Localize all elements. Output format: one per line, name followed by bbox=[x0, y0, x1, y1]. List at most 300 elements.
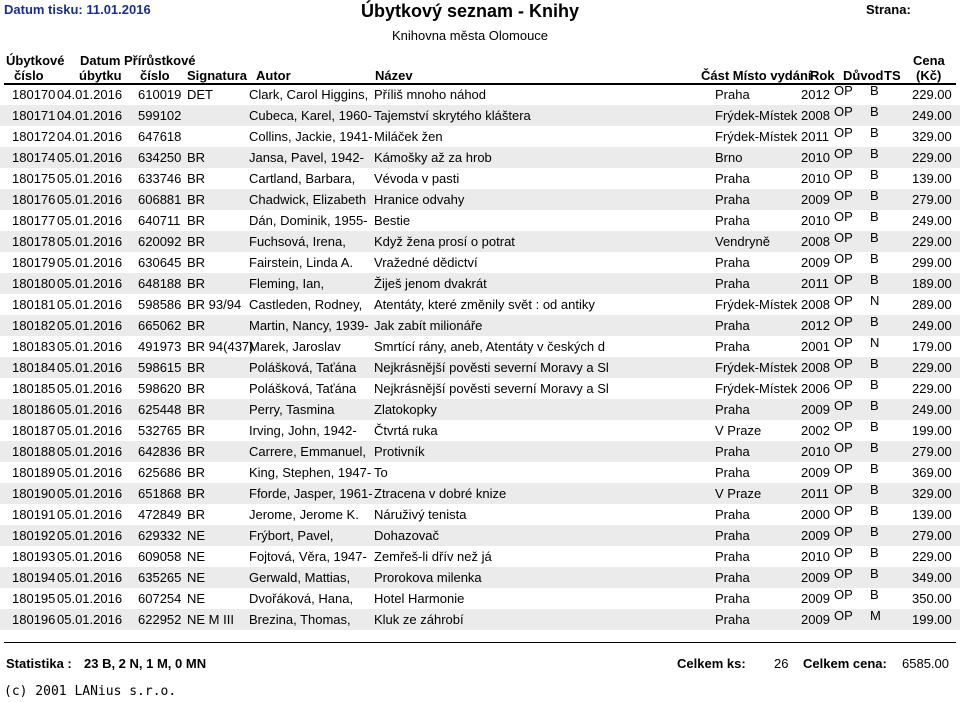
cell-signatura: BR bbox=[187, 486, 206, 501]
cell-nazev: Příliš mnoho náhod bbox=[374, 87, 487, 102]
cell-duvod: OP bbox=[834, 356, 853, 371]
table-row bbox=[0, 420, 960, 441]
cell-ts: B bbox=[870, 167, 879, 182]
cell-prirustkove-cislo: 610019 bbox=[138, 87, 182, 102]
cell-signatura: BR bbox=[187, 423, 206, 438]
cell-nazev: Nejkrásnější pověsti severní Moravy a Sl bbox=[374, 381, 609, 396]
cell-nazev: Atentáty, které změnily svět : od antiky bbox=[374, 297, 595, 312]
cell-signatura: NE M III bbox=[187, 612, 234, 627]
cell-ts: B bbox=[870, 272, 879, 287]
cell-misto-vydani: Praha bbox=[715, 570, 750, 585]
cell-nazev: Vražedné dědictví bbox=[374, 255, 478, 270]
cell-misto-vydani: Praha bbox=[715, 318, 750, 333]
cell-autor: Dán, Dominik, 1955- bbox=[249, 213, 368, 228]
col-header-prirustkove-2: číslo bbox=[140, 68, 170, 83]
cell-autor: Polášková, Taťána bbox=[249, 381, 357, 396]
cell-duvod: OP bbox=[834, 440, 853, 455]
cell-ubytkove-cislo: 180193 bbox=[12, 549, 56, 564]
cell-autor: Irving, John, 1942- bbox=[249, 423, 357, 438]
table-row bbox=[0, 105, 960, 126]
cell-ts: B bbox=[870, 146, 879, 161]
cell-nazev: Náruživý tenista bbox=[374, 507, 467, 522]
col-header-cast-misto: Část Místo vydání bbox=[701, 68, 812, 83]
cell-rok: 2010 bbox=[801, 444, 830, 459]
cell-cena: 349.00 bbox=[912, 570, 952, 585]
cell-ts: B bbox=[870, 314, 879, 329]
cell-ts: B bbox=[870, 440, 879, 455]
cell-datum-ubytku: 05.01.2016 bbox=[57, 360, 123, 375]
copyright: (c) 2001 LANius s.r.o. bbox=[4, 684, 177, 699]
cell-signatura: BR bbox=[187, 402, 206, 417]
table-row bbox=[0, 252, 960, 273]
cell-cena: 229.00 bbox=[912, 234, 952, 249]
cell-cena: 229.00 bbox=[912, 549, 952, 564]
cell-autor: Castleden, Rodney, bbox=[249, 297, 363, 312]
cell-ts: B bbox=[870, 230, 879, 245]
cell-ts: B bbox=[870, 503, 879, 518]
cell-nazev: Žiješ jenom dvakrát bbox=[374, 276, 487, 291]
table-row bbox=[0, 378, 960, 399]
total-count: 26 bbox=[774, 656, 789, 671]
cell-signatura: BR 94(437) bbox=[187, 339, 254, 354]
cell-ubytkove-cislo: 180179 bbox=[12, 255, 56, 270]
cell-rok: 2001 bbox=[801, 339, 830, 354]
cell-datum-ubytku: 05.01.2016 bbox=[57, 528, 123, 543]
cell-signatura: NE bbox=[187, 591, 206, 606]
cell-autor: Carrere, Emmanuel, bbox=[249, 444, 367, 459]
cell-rok: 2009 bbox=[801, 591, 830, 606]
cell-rok: 2008 bbox=[801, 360, 830, 375]
cell-prirustkove-cislo: 532765 bbox=[138, 423, 182, 438]
cell-cena: 299.00 bbox=[912, 255, 952, 270]
cell-autor: Jerome, Jerome K. bbox=[249, 507, 359, 522]
cell-nazev: To bbox=[374, 465, 388, 480]
cell-datum-ubytku: 05.01.2016 bbox=[57, 549, 123, 564]
cell-prirustkove-cislo: 651868 bbox=[138, 486, 182, 501]
col-header-prirustkove: Přírůstkové bbox=[124, 53, 196, 68]
cell-cena: 350.00 bbox=[912, 591, 952, 606]
cell-ts: B bbox=[870, 545, 879, 560]
cell-ts: B bbox=[870, 125, 879, 140]
col-header-nazev: Název bbox=[375, 68, 413, 83]
cell-ubytkove-cislo: 180172 bbox=[12, 129, 56, 144]
cell-duvod: OP bbox=[834, 566, 853, 581]
cell-nazev: Zlatokopky bbox=[374, 402, 437, 417]
cell-datum-ubytku: 05.01.2016 bbox=[57, 591, 123, 606]
cell-duvod: OP bbox=[834, 503, 853, 518]
cell-signatura: BR bbox=[187, 276, 206, 291]
cell-datum-ubytku: 05.01.2016 bbox=[57, 255, 123, 270]
cell-signatura: BR bbox=[187, 507, 206, 522]
cell-datum-ubytku: 04.01.2016 bbox=[57, 108, 123, 123]
cell-misto-vydani: Praha bbox=[715, 213, 750, 228]
cell-duvod: OP bbox=[834, 293, 853, 308]
cell-ts: B bbox=[870, 524, 879, 539]
cell-datum-ubytku: 05.01.2016 bbox=[57, 171, 123, 186]
table-row bbox=[0, 357, 960, 378]
cell-misto-vydani: Praha bbox=[715, 255, 750, 270]
cell-misto-vydani: Praha bbox=[715, 465, 750, 480]
cell-duvod: OP bbox=[834, 461, 853, 476]
cell-datum-ubytku: 05.01.2016 bbox=[57, 234, 123, 249]
cell-ts: B bbox=[870, 377, 879, 392]
cell-ts: B bbox=[870, 188, 879, 203]
cell-datum-ubytku: 05.01.2016 bbox=[57, 213, 123, 228]
cell-signatura: NE bbox=[187, 528, 206, 543]
table-row bbox=[0, 231, 960, 252]
cell-ubytkove-cislo: 180171 bbox=[12, 108, 56, 123]
cell-nazev: Tajemství skrytého kláštera bbox=[374, 108, 531, 123]
cell-nazev: Hotel Harmonie bbox=[374, 591, 465, 606]
cell-misto-vydani: Praha bbox=[715, 276, 750, 291]
cell-ubytkove-cislo: 180186 bbox=[12, 402, 56, 417]
cell-prirustkove-cislo: 606881 bbox=[138, 192, 182, 207]
cell-ubytkove-cislo: 180176 bbox=[12, 192, 56, 207]
cell-rok: 2008 bbox=[801, 108, 830, 123]
cell-datum-ubytku: 05.01.2016 bbox=[57, 297, 123, 312]
cell-prirustkove-cislo: 622952 bbox=[138, 612, 182, 627]
cell-ts: B bbox=[870, 419, 879, 434]
cell-ts: N bbox=[870, 293, 880, 308]
table-row bbox=[0, 483, 960, 504]
cell-prirustkove-cislo: 648188 bbox=[138, 276, 182, 291]
cell-autor: Brezina, Thomas, bbox=[249, 612, 351, 627]
cell-cena: 139.00 bbox=[912, 171, 952, 186]
cell-cena: 369.00 bbox=[912, 465, 952, 480]
cell-prirustkove-cislo: 629332 bbox=[138, 528, 182, 543]
cell-rok: 2010 bbox=[801, 150, 830, 165]
cell-cena: 289.00 bbox=[912, 297, 952, 312]
cell-prirustkove-cislo: 599102 bbox=[138, 108, 182, 123]
cell-ubytkove-cislo: 180190 bbox=[12, 486, 56, 501]
cell-ubytkove-cislo: 180184 bbox=[12, 360, 56, 375]
cell-autor: Fforde, Jasper, 1961- bbox=[249, 486, 373, 501]
cell-duvod: OP bbox=[834, 335, 853, 350]
cell-misto-vydani: Praha bbox=[715, 528, 750, 543]
cell-rok: 2006 bbox=[801, 381, 830, 396]
cell-rok: 2009 bbox=[801, 402, 830, 417]
cell-ubytkove-cislo: 180181 bbox=[12, 297, 56, 312]
col-header-rok: Rok bbox=[810, 68, 835, 83]
cell-ubytkove-cislo: 180175 bbox=[12, 171, 56, 186]
cell-datum-ubytku: 05.01.2016 bbox=[57, 612, 123, 627]
col-header-datum-2: úbytku bbox=[79, 68, 122, 83]
cell-prirustkove-cislo: 642836 bbox=[138, 444, 182, 459]
table-row bbox=[0, 210, 960, 231]
cell-autor: Fuchsová, Irena, bbox=[249, 234, 346, 249]
table-row bbox=[0, 168, 960, 189]
cell-datum-ubytku: 05.01.2016 bbox=[57, 570, 123, 585]
cell-cena: 279.00 bbox=[912, 192, 952, 207]
cell-misto-vydani: V Praze bbox=[715, 423, 762, 438]
table-row bbox=[0, 294, 960, 315]
cell-nazev: Smrtící rány, aneb, Atentáty v českých d bbox=[374, 339, 605, 354]
table-row bbox=[0, 273, 960, 294]
cell-prirustkove-cislo: 640711 bbox=[138, 213, 181, 228]
cell-duvod: OP bbox=[834, 482, 853, 497]
cell-ts: B bbox=[870, 356, 879, 371]
table-row bbox=[0, 315, 960, 336]
cell-ubytkove-cislo: 180182 bbox=[12, 318, 56, 333]
cell-autor: Marek, Jaroslav bbox=[249, 339, 341, 354]
cell-rok: 2009 bbox=[801, 612, 830, 627]
cell-misto-vydani: Vendryně bbox=[715, 234, 770, 249]
cell-misto-vydani: Frýdek-Místek bbox=[715, 360, 798, 375]
cell-rok: 2009 bbox=[801, 465, 830, 480]
cell-prirustkove-cislo: 665062 bbox=[138, 318, 182, 333]
cell-cena: 249.00 bbox=[912, 318, 952, 333]
cell-rok: 2008 bbox=[801, 234, 830, 249]
cell-ubytkove-cislo: 180191 bbox=[12, 507, 56, 522]
cell-duvod: OP bbox=[834, 167, 853, 182]
cell-ubytkove-cislo: 180192 bbox=[12, 528, 56, 543]
cell-ubytkove-cislo: 180178 bbox=[12, 234, 56, 249]
cell-ts: B bbox=[870, 482, 879, 497]
cell-autor: Chadwick, Elizabeth bbox=[249, 192, 367, 207]
cell-signatura: NE bbox=[187, 549, 206, 564]
cell-autor: Gerwald, Mattias, bbox=[249, 570, 351, 585]
cell-misto-vydani: Praha bbox=[715, 171, 750, 186]
cell-datum-ubytku: 05.01.2016 bbox=[57, 465, 123, 480]
cell-ubytkove-cislo: 180187 bbox=[12, 423, 56, 438]
cell-rok: 2011 bbox=[801, 276, 829, 291]
cell-cena: 229.00 bbox=[912, 87, 952, 102]
table-row bbox=[0, 567, 960, 588]
cell-prirustkove-cislo: 620092 bbox=[138, 234, 182, 249]
cell-cena: 139.00 bbox=[912, 507, 952, 522]
cell-nazev: Dohazovač bbox=[374, 528, 440, 543]
cell-rok: 2012 bbox=[801, 318, 830, 333]
table-row bbox=[0, 462, 960, 483]
cell-ubytkove-cislo: 180189 bbox=[12, 465, 56, 480]
table-row bbox=[0, 441, 960, 462]
stats-label: Statistika : bbox=[6, 656, 72, 671]
page-label: Strana: bbox=[866, 2, 911, 17]
table-row bbox=[0, 189, 960, 210]
cell-signatura: BR bbox=[187, 234, 206, 249]
col-header-signatura: Signatura bbox=[187, 68, 247, 83]
cell-rok: 2009 bbox=[801, 192, 830, 207]
cell-ubytkove-cislo: 180185 bbox=[12, 381, 56, 396]
cell-datum-ubytku: 05.01.2016 bbox=[57, 318, 123, 333]
cell-autor: Cubeca, Karel, 1960- bbox=[249, 108, 372, 123]
library-name: Knihovna města Olomouce bbox=[391, 28, 549, 43]
cell-cena: 229.00 bbox=[912, 381, 952, 396]
cell-prirustkove-cislo: 598586 bbox=[138, 297, 182, 312]
table-row bbox=[0, 525, 960, 546]
cell-rok: 2000 bbox=[801, 507, 830, 522]
report-title: Úbytkový seznam - Knihy bbox=[360, 1, 580, 21]
cell-cena: 179.00 bbox=[912, 339, 952, 354]
cell-cena: 189.00 bbox=[912, 276, 952, 291]
col-header-cena: Cena bbox=[913, 53, 945, 68]
cell-prirustkove-cislo: 634250 bbox=[138, 150, 182, 165]
cell-autor: Frýbort, Pavel, bbox=[249, 528, 334, 543]
cell-misto-vydani: V Praze bbox=[715, 486, 762, 501]
cell-ts: B bbox=[870, 398, 879, 413]
cell-prirustkove-cislo: 633746 bbox=[138, 171, 182, 186]
cell-nazev: Nejkrásnější pověsti severní Moravy a Sl bbox=[374, 360, 609, 375]
cell-signatura: BR bbox=[187, 465, 206, 480]
cell-nazev: Prorokova milenka bbox=[374, 570, 482, 585]
cell-ubytkove-cislo: 180196 bbox=[12, 612, 56, 627]
cell-ubytkove-cislo: 180170 bbox=[12, 87, 56, 102]
cell-signatura: DET bbox=[187, 87, 213, 102]
cell-signatura: BR bbox=[187, 150, 206, 165]
cell-datum-ubytku: 05.01.2016 bbox=[57, 381, 123, 396]
table-row bbox=[0, 399, 960, 420]
cell-cena: 249.00 bbox=[912, 402, 952, 417]
cell-duvod: OP bbox=[834, 377, 853, 392]
cell-datum-ubytku: 04.01.2016 bbox=[57, 87, 123, 102]
cell-signatura: BR bbox=[187, 255, 206, 270]
cell-nazev: Hranice odvahy bbox=[374, 192, 465, 207]
cell-rok: 2009 bbox=[801, 570, 830, 585]
cell-datum-ubytku: 05.01.2016 bbox=[57, 150, 123, 165]
cell-duvod: OP bbox=[834, 545, 853, 560]
cell-rok: 2008 bbox=[801, 297, 830, 312]
cell-ubytkove-cislo: 180194 bbox=[12, 570, 56, 585]
print-date: Datum tisku: 11.01.2016 bbox=[4, 2, 151, 17]
cell-nazev: Protivník bbox=[374, 444, 425, 459]
cell-nazev: Bestie bbox=[374, 213, 411, 228]
cell-misto-vydani: Frýdek-Místek bbox=[715, 297, 798, 312]
cell-cena: 279.00 bbox=[912, 528, 952, 543]
cell-cena: 329.00 bbox=[912, 486, 952, 501]
cell-nazev: Jak zabít milionáře bbox=[374, 318, 483, 333]
table-row bbox=[0, 126, 960, 147]
cell-autor: Fojtová, Věra, 1947- bbox=[249, 549, 367, 564]
cell-autor: Clark, Carol Higgins, bbox=[249, 87, 369, 102]
cell-prirustkove-cislo: 472849 bbox=[138, 507, 182, 522]
cell-rok: 2011 bbox=[801, 486, 829, 501]
cell-autor: Martin, Nancy, 1939- bbox=[249, 318, 369, 333]
cell-misto-vydani: Praha bbox=[715, 591, 750, 606]
cell-misto-vydani: Praha bbox=[715, 549, 750, 564]
cell-duvod: OP bbox=[834, 587, 853, 602]
cell-nazev: Ztracena v dobré knize bbox=[374, 486, 507, 501]
cell-datum-ubytku: 05.01.2016 bbox=[57, 192, 123, 207]
cell-nazev: Miláček žen bbox=[374, 129, 443, 144]
cell-autor: Cartland, Barbara, bbox=[249, 171, 356, 186]
cell-signatura: BR bbox=[187, 192, 206, 207]
cell-misto-vydani: Frýdek-Místek bbox=[715, 108, 798, 123]
cell-prirustkove-cislo: 607254 bbox=[138, 591, 182, 606]
table-row bbox=[0, 609, 960, 630]
cell-datum-ubytku: 05.01.2016 bbox=[57, 507, 123, 522]
cell-prirustkove-cislo: 598615 bbox=[138, 360, 182, 375]
cell-signatura: BR bbox=[187, 444, 206, 459]
cell-misto-vydani: Praha bbox=[715, 612, 750, 627]
cell-duvod: OP bbox=[834, 209, 853, 224]
cell-cena: 199.00 bbox=[912, 612, 952, 627]
cell-ubytkove-cislo: 180195 bbox=[12, 591, 56, 606]
cell-duvod: OP bbox=[834, 398, 853, 413]
cell-autor: Jansa, Pavel, 1942- bbox=[249, 150, 364, 165]
col-header-autor: Autor bbox=[256, 68, 291, 83]
col-header-ts: TS bbox=[884, 68, 901, 83]
cell-rok: 2009 bbox=[801, 255, 830, 270]
cell-cena: 229.00 bbox=[912, 360, 952, 375]
cell-rok: 2009 bbox=[801, 528, 830, 543]
cell-prirustkove-cislo: 491973 bbox=[138, 339, 182, 354]
cell-datum-ubytku: 05.01.2016 bbox=[57, 486, 123, 501]
cell-duvod: OP bbox=[834, 251, 853, 266]
table-row bbox=[0, 588, 960, 609]
cell-cena: 329.00 bbox=[912, 129, 952, 144]
table-row bbox=[0, 546, 960, 567]
cell-signatura: BR bbox=[187, 360, 206, 375]
cell-duvod: OP bbox=[834, 608, 853, 623]
cell-cena: 249.00 bbox=[912, 213, 952, 228]
cell-nazev: Kámošky až za hrob bbox=[374, 150, 492, 165]
cell-duvod: OP bbox=[834, 146, 853, 161]
col-header-cena-2: (Kč) bbox=[916, 68, 942, 83]
cell-prirustkove-cislo: 625686 bbox=[138, 465, 182, 480]
cell-nazev: Když žena prosí o potrat bbox=[374, 234, 515, 249]
cell-ubytkove-cislo: 180174 bbox=[12, 150, 56, 165]
stats-value: 23 B, 2 N, 1 M, 0 MN bbox=[84, 656, 207, 671]
total-count-label: Celkem ks: bbox=[677, 656, 746, 671]
cell-cena: 279.00 bbox=[912, 444, 952, 459]
cell-misto-vydani: Praha bbox=[715, 87, 750, 102]
cell-prirustkove-cislo: 598620 bbox=[138, 381, 182, 396]
cell-misto-vydani: Praha bbox=[715, 192, 750, 207]
cell-autor: Dvořáková, Hana, bbox=[249, 591, 354, 606]
cell-autor: Perry, Tasmina bbox=[249, 402, 335, 417]
cell-misto-vydani: Frýdek-Místek bbox=[715, 381, 798, 396]
cell-cena: 229.00 bbox=[912, 150, 952, 165]
cell-duvod: OP bbox=[834, 83, 853, 98]
cell-misto-vydani: Praha bbox=[715, 339, 750, 354]
cell-signatura: BR bbox=[187, 171, 206, 186]
cell-datum-ubytku: 04.01.2016 bbox=[57, 129, 123, 144]
cell-nazev: Vévoda v pasti bbox=[374, 171, 460, 186]
cell-rok: 2012 bbox=[801, 87, 830, 102]
cell-duvod: OP bbox=[834, 272, 853, 287]
cell-autor: Fairstein, Linda A. bbox=[249, 255, 354, 270]
cell-ts: B bbox=[870, 587, 879, 602]
cell-ts: B bbox=[870, 104, 879, 119]
cell-autor: Fleming, Ian, bbox=[249, 276, 325, 291]
cell-datum-ubytku: 05.01.2016 bbox=[57, 423, 123, 438]
cell-duvod: OP bbox=[834, 188, 853, 203]
footer-rule bbox=[4, 642, 956, 643]
table-row bbox=[0, 336, 960, 357]
cell-nazev: Zemřeš-li dřív než já bbox=[374, 549, 492, 564]
cell-datum-ubytku: 05.01.2016 bbox=[57, 402, 123, 417]
cell-ts: B bbox=[870, 251, 879, 266]
cell-rok: 2010 bbox=[801, 171, 830, 186]
cell-signatura: BR bbox=[187, 381, 206, 396]
cell-prirustkove-cislo: 609058 bbox=[138, 549, 182, 564]
cell-misto-vydani: Praha bbox=[715, 444, 750, 459]
cell-rok: 2011 bbox=[801, 129, 829, 144]
cell-ubytkove-cislo: 180188 bbox=[12, 444, 56, 459]
cell-ts: B bbox=[870, 209, 879, 224]
cell-rok: 2010 bbox=[801, 549, 830, 564]
col-header-datum: Datum bbox=[80, 53, 121, 68]
cell-misto-vydani: Praha bbox=[715, 402, 750, 417]
cell-duvod: OP bbox=[834, 314, 853, 329]
cell-duvod: OP bbox=[834, 125, 853, 140]
cell-rok: 2010 bbox=[801, 213, 830, 228]
total-price: 6585.00 bbox=[902, 656, 949, 671]
cell-signatura: BR bbox=[187, 318, 206, 333]
cell-autor: King, Stephen, 1947- bbox=[249, 465, 372, 480]
col-header-ubytkove: Úbytkové bbox=[6, 53, 65, 68]
cell-ts: M bbox=[870, 608, 881, 623]
